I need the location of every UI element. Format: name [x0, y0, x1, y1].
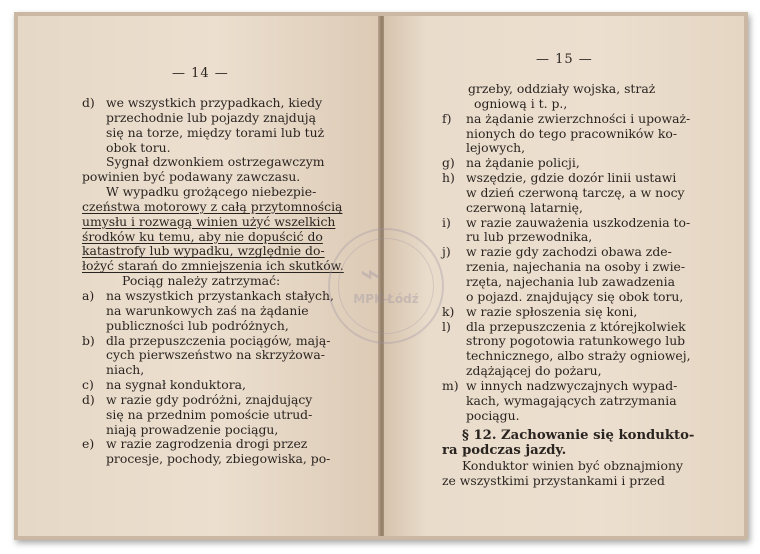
item-label: m) [442, 377, 459, 393]
list-item: g) na żądanie policji, [442, 155, 580, 171]
list-item: i) w razie zauważenia uszkodzenia to- ru lub przewodnika, [442, 214, 691, 245]
list-item: e) w razie zagrodzenia drogi przez procesje, pochody, zbiegowiska, po- [82, 436, 331, 467]
item-label: k) [442, 303, 455, 319]
stamp-text: MPK-Łódź [353, 292, 419, 306]
library-stamp-watermark [328, 228, 444, 344]
list-item: j) w razie gdy zachodzi obawa zde- rzenia, najechania na osoby i zwie- rzęta, najechania lub zawadzenia o pojazd. znajdujący się obok toru, [442, 244, 686, 304]
left-page-number: — 14 — [172, 66, 229, 81]
paragraph-signal: Sygnał dzwonkiem ostrzegawczym powinien być podawany zawczasu. [82, 154, 325, 185]
left-item-list [82, 289, 346, 467]
right-page-number: — 15 — [536, 52, 593, 67]
item-label: g) [442, 155, 455, 171]
list-item: h) wszędzie, gdzie dozór linii ustawi w dzień czerwoną tarczę, a w nocy czerwoną latarnię, [442, 170, 685, 215]
item-label: i) [442, 214, 451, 230]
right-page-text: grzeby, oddziały wojska, straż ogniową i t. p., f) na żądanie zwierzchności i upoważ- nionych do tego pracowników ko- lejowych, g) na żądanie policji, h) wszędzie, gdzie dozór linii ustawi w dzień czerwoną tarczę, a w nocy czerwoną latarnię, i) w razie zauważenia uszkodzenia to- ru lub przewodnika, j) w razie gdy zachodzi obawa zde- rzenia, najechania na osoby i zwie- rzęta, najechania lub zawadzenia o pojazd. znajdujący się obok toru, k) w razie spłoszenia się koni, l) dla przepuszczenia z którejkolwiek strony pogotowia ratunkowego lub technicznego, albo straży ogniowej, zdążającej do pożaru, m) w innych nadzwyczajnych wypad- kach, wymagających zatrzymania pociągu. § 12. Zachowanie się kondukto- ra podczas jazdy. Konduktor winien być obznajmiony ze wszystkimi przystankami i przed [442, 82, 706, 489]
item-label: j) [442, 244, 451, 260]
section-heading: § 12. Zachowanie się kondukto- [462, 428, 695, 444]
item-label: b) [82, 332, 95, 348]
list-item: c) na sygnał konduktora, [82, 377, 246, 393]
item-label: f) [442, 110, 452, 126]
list-item: l) dla przepuszczenia z którejkolwiek strony pogotowia ratunkowego lub technicznego, albo straży ogniowej, zdążającej do pożaru, [442, 318, 691, 379]
list-item: a) na wszystkich przystankach stałych, na warunkowych zaś na żądanie publiczności lub podróżnych, [82, 287, 334, 333]
item-label: a) [82, 287, 95, 303]
item-label: l) [442, 318, 451, 334]
paragraph-stop-intro: Pociąg należy zatrzymać: [122, 273, 281, 289]
item-label: c) [82, 377, 94, 393]
item-label: e) [82, 436, 95, 452]
list-item: f) na żądanie zwierzchności i upoważ- nionych do tego pracowników ko- lejowych, [442, 110, 691, 156]
section-heading-cont: ra podczas jazdy. [442, 443, 567, 459]
list-item: d) w razie gdy podróżni, znajdujący się na przednim pomoście utrud- niają prowadzenie pociągu, [82, 391, 313, 437]
item-label: d) [82, 95, 95, 110]
right-item-list [442, 112, 706, 424]
item-label: h) [442, 170, 455, 186]
wing-emblem-icon: ⌁ [360, 254, 381, 294]
list-item: b) dla przepuszczenia pociągów, mają- cych pierwszeństwo na skrzyżowa- niach, [82, 332, 331, 378]
left-page-text [82, 96, 346, 467]
item-label: d) [82, 391, 95, 407]
paragraph-danger-underlined: W wypadku grożącego niebezpie- czeństwa motorowy z całą przytomnością umysłu i rozwagą winien użyć wszelkich środków ku temu, aby nie dopuścić do katastrofy lub wypadku, względnie do- łożyć starań do zmniejszenia ich skutków. [82, 184, 344, 274]
item-d-left: d) we wszystkich przypadkach, kiedy przechodnie lub pojazdy znajdują się na torze, między torami lub tuż obok toru. [82, 95, 325, 155]
list-item: m) w innych nadzwyczajnych wypad- kach, wymagających zatrzymania pociągu. [442, 377, 678, 423]
list-item: k) w razie spłoszenia się koni, [442, 303, 638, 319]
